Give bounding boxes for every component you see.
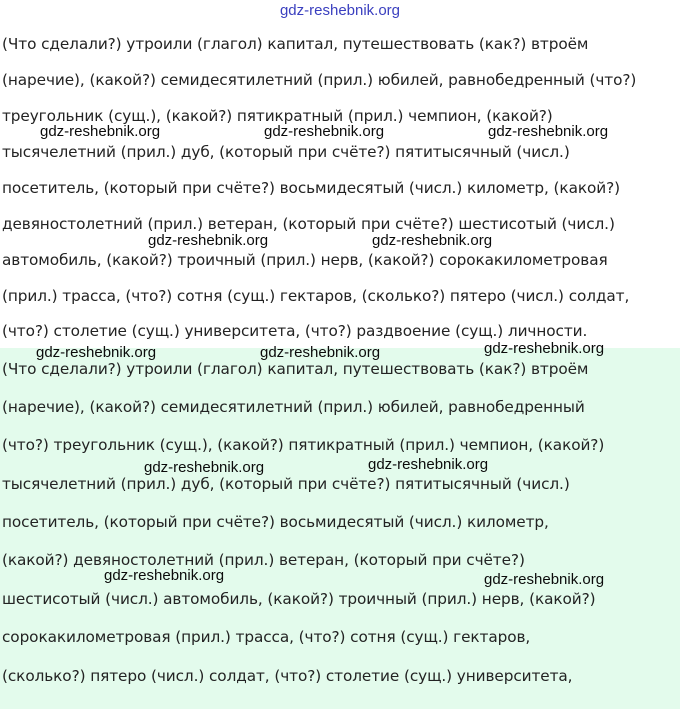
- watermark-text: gdz-reshebnik.org: [40, 123, 161, 140]
- watermark-text: gdz-reshebnik.org: [368, 456, 489, 473]
- text-line: сорокакилометровая (прил.) трасса, (что?) сотня (сущ.) гектаров,: [2, 628, 531, 646]
- answer-block-1: [0, 26, 680, 348]
- answer-block-2: [0, 348, 680, 709]
- text-line: (сколько?) пятеро (числ.) солдат, (что?) столетие (сущ.) университета,: [2, 667, 573, 685]
- text-line: (какой?) девяностолетний (прил.) ветеран, (который при счёте?): [2, 551, 525, 569]
- watermark-text: gdz-reshebnik.org: [36, 344, 157, 361]
- text-line: (Что сделали?) утроили (глагол) капитал, путешествовать (как?) втроём: [2, 360, 589, 378]
- text-line: (наречие), (какой?) семидесятилетний (прил.) юбилей, равнобедренный: [2, 398, 585, 416]
- text-line: девяностолетний (прил.) ветеран, (который при счёте?) шестисотый (числ.): [2, 215, 615, 233]
- watermark-text: gdz-reshebnik.org: [264, 123, 385, 140]
- text-line: автомобиль, (какой?) троичный (прил.) нерв, (какой?) сорокакилометровая: [2, 251, 608, 269]
- text-line: шестисотый (числ.) автомобиль, (какой?) троичный (прил.) нерв, (какой?): [2, 590, 596, 608]
- text-line: треугольник (сущ.), (какой?) пятикратный (прил.) чемпион, (какой?): [2, 107, 553, 125]
- text-line: (наречие), (какой?) семидесятилетний (прил.) юбилей, равнобедренный (что?): [2, 71, 637, 89]
- watermark-text: gdz-reshebnik.org: [144, 459, 265, 476]
- text-line: тысячелетний (прил.) дуб, (который при счёте?) пятитысячный (числ.): [2, 475, 570, 493]
- watermark-text: gdz-reshebnik.org: [484, 571, 605, 588]
- watermark-text: gdz-reshebnik.org: [260, 344, 381, 361]
- text-line: посетитель, (который при счёте?) восьмидесятый (числ.) километр, (какой?): [2, 179, 620, 197]
- text-line: (что?) треугольник (сущ.), (какой?) пятикратный (прил.) чемпион, (какой?): [2, 436, 605, 454]
- watermark-text: gdz-reshebnik.org: [104, 567, 225, 584]
- watermark-text: gdz-reshebnik.org: [488, 123, 609, 140]
- header-watermark: gdz-reshebnik.org: [279, 2, 401, 19]
- watermark-text: gdz-reshebnik.org: [372, 232, 493, 249]
- text-line: (что?) столетие (сущ.) университета, (что?) раздвоение (сущ.) личности.: [2, 322, 588, 340]
- watermark-text: gdz-reshebnik.org: [148, 232, 269, 249]
- watermark-text: gdz-reshebnik.org: [484, 340, 605, 357]
- text-line: (Что сделали?) утроили (глагол) капитал, путешествовать (как?) втроём: [2, 35, 589, 53]
- text-line: тысячелетний (прил.) дуб, (который при счёте?) пятитысячный (числ.): [2, 143, 570, 161]
- text-line: посетитель, (который при счёте?) восьмидесятый (числ.) километр,: [2, 513, 549, 531]
- text-line: (прил.) трасса, (что?) сотня (сущ.) гектаров, (сколько?) пятеро (числ.) солдат,: [2, 287, 630, 305]
